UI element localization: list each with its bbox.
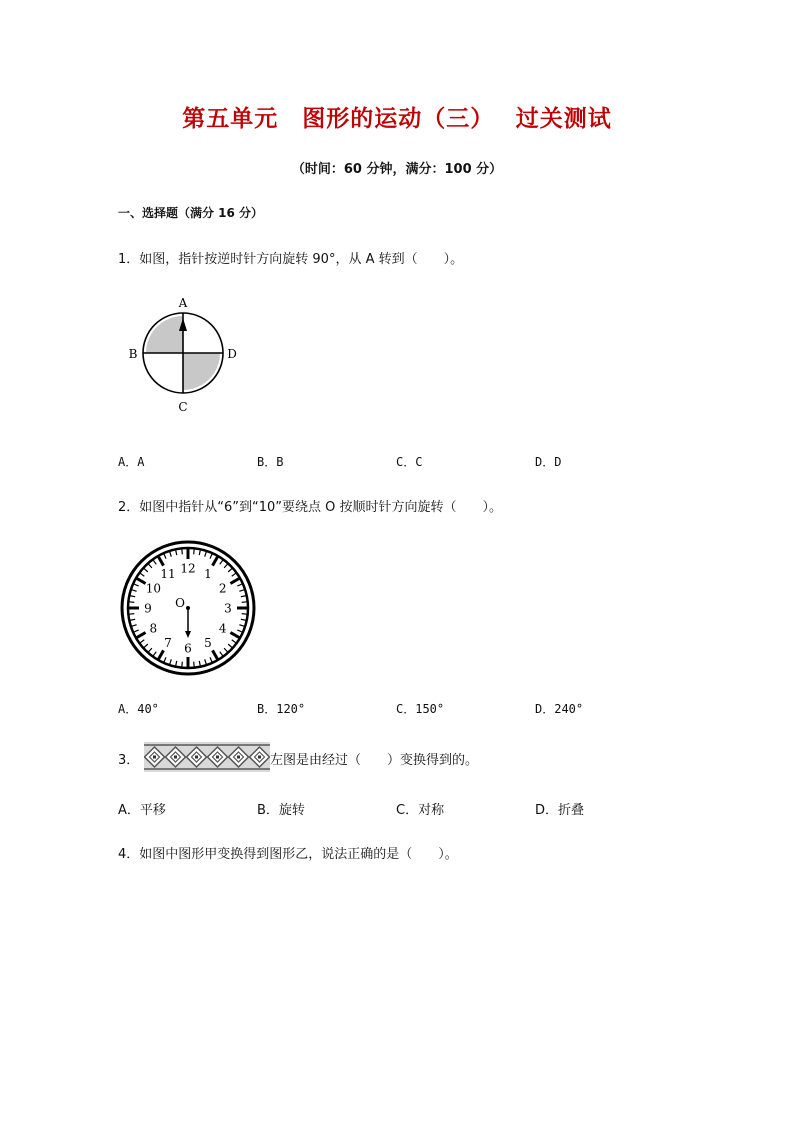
clock-hour-tick — [159, 557, 164, 566]
question-3-number: 3． — [118, 753, 140, 768]
clock-minute-tick — [205, 659, 207, 664]
clock-minute-tick — [228, 569, 232, 572]
pattern-center-dot — [174, 756, 177, 759]
clock-minute-tick — [194, 549, 195, 554]
clock-minute-tick — [176, 661, 177, 666]
clock-minute-tick — [239, 625, 244, 627]
clock-minute-tick — [241, 596, 246, 597]
clock-minute-tick — [210, 657, 212, 662]
q3-pattern-strip — [144, 742, 270, 772]
clock-minute-tick — [224, 564, 227, 568]
clock-minute-tick — [170, 552, 172, 557]
clock-minute-tick — [242, 614, 247, 615]
q1-shaded-quadrant-upper-left — [146, 316, 183, 353]
q3-option-c[interactable]: C．对称 — [396, 803, 445, 818]
clock-number-12: 12 — [180, 561, 196, 576]
clock-minute-tick — [182, 549, 183, 554]
clock-minute-tick — [220, 560, 223, 564]
clock-minute-tick — [205, 552, 207, 557]
clock-minute-tick — [134, 630, 139, 632]
clock-minute-tick — [149, 564, 152, 568]
clock-number-2: 2 — [218, 581, 227, 596]
q2-option-c[interactable]: C．150° — [396, 702, 445, 716]
clock-minute-tick — [140, 640, 144, 643]
clock-minute-tick — [129, 614, 134, 615]
clock-minute-tick — [239, 590, 244, 592]
q2-clock-figure — [118, 538, 258, 678]
section-heading: 一、选择题（满分 16 分） — [118, 206, 264, 220]
clock-hour-tick — [213, 650, 218, 659]
clock-hour-tick — [230, 579, 239, 584]
q3-option-b[interactable]: B．旋转 — [257, 803, 305, 818]
q1-label-b: B — [128, 347, 138, 361]
clock-minute-tick — [237, 584, 242, 586]
question-1-text: 1．如图，指针按逆时针方向旋转 90°，从 A 转到（ ）。 — [118, 252, 464, 267]
exam-info: （时间：60 分钟，满分：100 分） — [291, 162, 503, 177]
q1-circle-figure — [120, 290, 250, 420]
clock-number-1: 1 — [204, 566, 212, 581]
q2-option-d[interactable]: D．240° — [535, 702, 584, 716]
clock-minute-tick — [140, 573, 144, 576]
clock-minute-tick — [237, 630, 242, 632]
clock-minute-tick — [242, 602, 247, 603]
q3-option-d[interactable]: D．折叠 — [535, 803, 585, 818]
clock-minute-tick — [134, 584, 139, 586]
q1-option-a[interactable]: A．A — [118, 455, 145, 469]
clock-minute-tick — [132, 590, 137, 592]
q1-label-c: C — [178, 400, 188, 414]
q1-label-d: D — [227, 347, 237, 361]
clock-minute-tick — [228, 644, 232, 647]
clock-number-3: 3 — [224, 601, 232, 616]
clock-number-8: 8 — [149, 621, 158, 636]
clock-minute-tick — [132, 625, 137, 627]
clock-number-10: 10 — [145, 581, 161, 596]
clock-hour-tick — [213, 557, 218, 566]
clock-minute-tick — [164, 554, 166, 559]
clock-hour-tick — [159, 650, 164, 659]
clock-minute-tick — [182, 662, 183, 667]
question-3-text: 左图是由经过（ ）变换得到的。 — [270, 753, 479, 768]
clock-minute-tick — [220, 652, 223, 656]
clock-minute-tick — [153, 652, 156, 656]
clock-minute-tick — [149, 648, 152, 652]
clock-minute-tick — [241, 619, 246, 620]
clock-minute-tick — [194, 662, 195, 667]
clock-minute-tick — [144, 644, 148, 647]
clock-minute-tick — [232, 640, 236, 643]
clock-number-11: 11 — [160, 566, 176, 581]
clock-minute-tick — [164, 657, 166, 662]
clock-minute-tick — [130, 619, 135, 620]
clock-number-7: 7 — [164, 636, 172, 651]
clock-minute-tick — [170, 659, 172, 664]
clock-number-9: 9 — [144, 601, 152, 616]
q1-option-c[interactable]: C．C — [396, 455, 423, 469]
page-title: 第五单元 图形的运动（三） 过关测试 — [182, 105, 612, 132]
clock-minute-tick — [232, 573, 236, 576]
clock-hour-tick — [230, 633, 239, 638]
q1-shaded-quadrant-lower-right — [183, 353, 220, 390]
q1-option-b[interactable]: B．B — [257, 455, 284, 469]
clock-number-6: 6 — [184, 641, 192, 656]
clock-number-5: 5 — [204, 636, 212, 651]
clock-minute-tick — [130, 596, 135, 597]
q1-option-d[interactable]: D．D — [535, 455, 562, 469]
clock-minute-tick — [199, 550, 200, 555]
pattern-center-dot — [153, 756, 156, 759]
clock-hour-tick — [137, 579, 146, 584]
q2-clock-face — [122, 542, 254, 674]
clock-minute-tick — [176, 550, 177, 555]
question-4-text: 4．如图中图形甲变换得到图形乙，说法正确的是（ ）。 — [118, 847, 458, 862]
clock-center-dot — [186, 606, 190, 610]
clock-minute-tick — [224, 648, 227, 652]
question-2-text: 2．如图中指针从“6”到“10”要绕点 O 按顺时针方向旋转（ ）。 — [118, 500, 503, 515]
clock-hour-tick — [137, 633, 146, 638]
q2-option-a[interactable]: A．40° — [118, 702, 159, 716]
clock-minute-tick — [199, 661, 200, 666]
clock-hand-arrow — [185, 631, 191, 638]
clock-number-4: 4 — [218, 621, 227, 636]
pattern-center-dot — [258, 756, 261, 759]
pattern-center-dot — [237, 756, 240, 759]
clock-minute-tick — [129, 602, 134, 603]
q3-option-a[interactable]: A．平移 — [118, 803, 166, 818]
q2-option-b[interactable]: B．120° — [257, 702, 306, 716]
pattern-center-dot — [216, 756, 219, 759]
clock-minute-tick — [144, 569, 148, 572]
q1-label-a: A — [178, 296, 188, 310]
pattern-center-dot — [195, 756, 198, 759]
clock-center-label: O — [175, 596, 185, 610]
clock-minute-tick — [153, 560, 156, 564]
clock-minute-tick — [210, 554, 212, 559]
